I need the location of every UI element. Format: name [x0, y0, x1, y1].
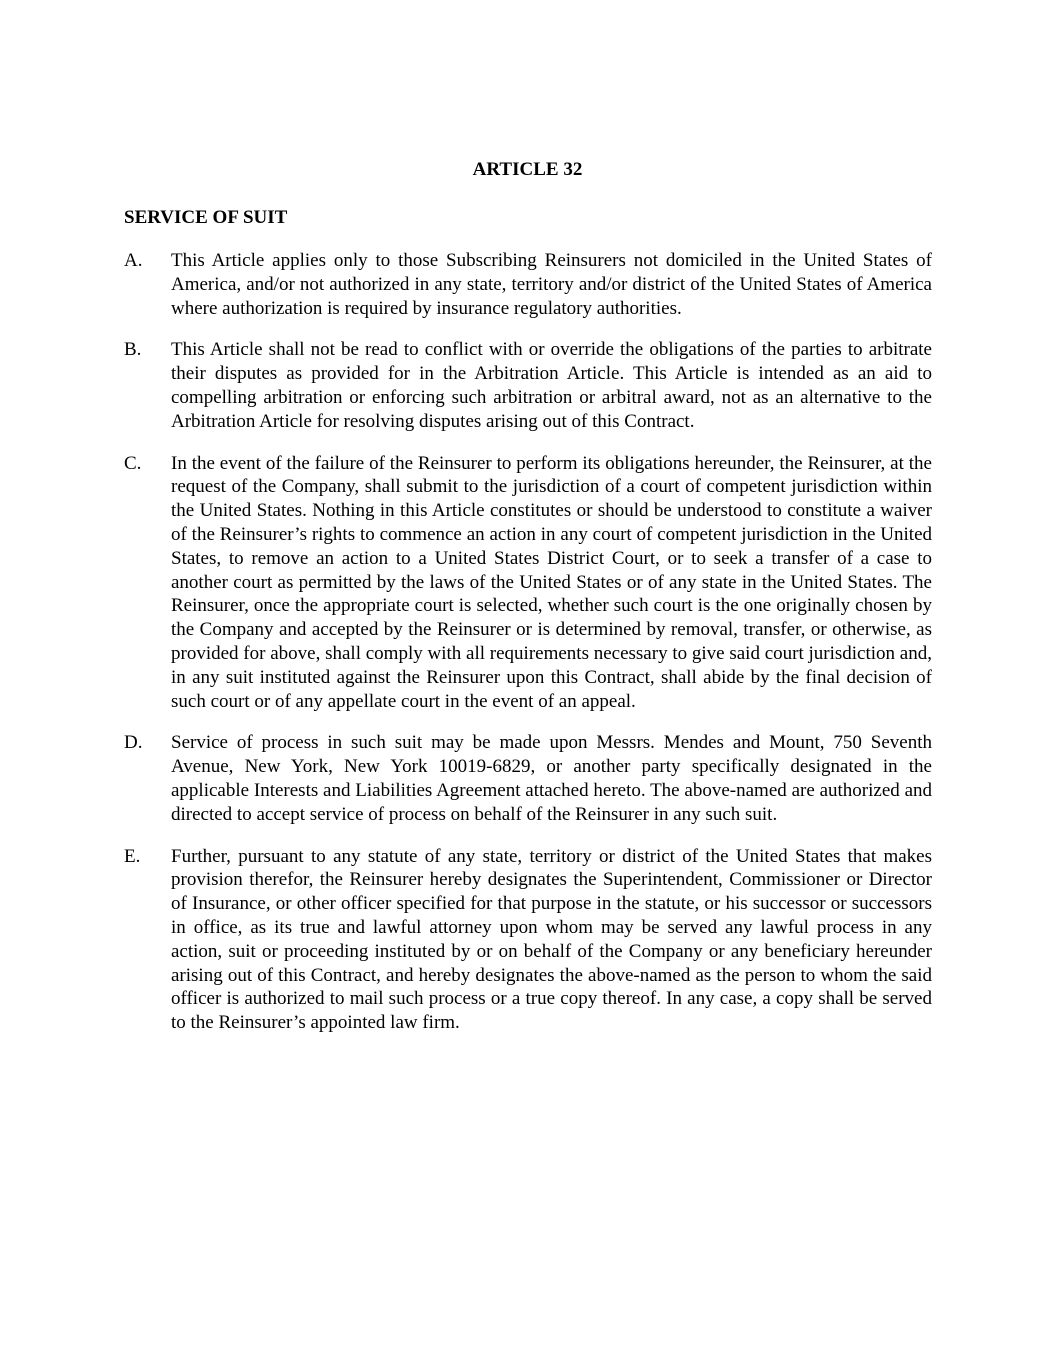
- article-title: ARTICLE 32: [472, 159, 583, 180]
- clause-c: [124, 452, 932, 714]
- clause-text: Service of process in such suit may be made upon Messrs. Mendes and Mount, 750 Seventh Avenue, New York, New York 10019-6829, or another party specifically designated in the applicable Interests and Liabilities Agreement attached hereto. The above-named are authorized and directed to accept service of process on behalf of the Reinsurer in any such suit.: [171, 732, 932, 825]
- clause-text: In the event of the failure of the Reinsurer to perform its obligations hereunder, the Reinsurer, at the request of the Company, shall submit to the jurisdiction of a court of competent jurisdiction within the United States. Nothing in this Article constitutes or should be understood to constitute a waiver of the Reinsurer’s rights to commence an action in any court of competent jurisdiction in the United States, to remove an action to a United States District Court, or to seek a transfer of a case to another court as permitted by the laws of the United States or of any state in the United States. The Reinsurer, once the appropriate court is selected, whether such court is the one originally chosen by the Company and accepted by the Reinsurer or is determined by removal, transfer, or otherwise, as provided for above, shall comply with all requirements necessary to give said court jurisdiction and, in any suit instituted against the Reinsurer upon this Contract, shall abide by the final decision of such court or of any appellate court in the event of an appeal.: [171, 452, 932, 712]
- clause-letter: B.: [124, 339, 142, 361]
- clause-d: [124, 731, 932, 826]
- clause-text: Further, pursuant to any statute of any state, territory or district of the United States that makes provision therefor, the Reinsurer hereby designates the Superintendent, Commissioner or Director of Insurance, or other officer specified for that purpose in the statute, or his successor or successors in office, as its true and lawful attorney upon whom may be served any lawful process in any action, suit or proceeding instituted by or on behalf of the Company or any beneficiary hereunder arising out of this Contract, and hereby designates the above-named as the person to whom the said officer is authorized to mail such process or a true copy thereof. In any case, a copy shall be served to the Reinsurer’s appointed law firm.: [171, 845, 932, 1034]
- clause-letter: C.: [124, 452, 142, 474]
- section-heading: SERVICE OF SUIT: [124, 207, 288, 228]
- clause-letter: A.: [124, 250, 143, 271]
- clause-list: [124, 249, 932, 1053]
- clause-letter: D.: [124, 732, 143, 754]
- clause-letter: E.: [124, 845, 141, 867]
- clause-b: [124, 338, 932, 433]
- clause-text: This Article shall not be read to conflict with or override the obligations of the parties to arbitrate their disputes as provided for in the Arbitration Article. This Article is intended as an aid to compelling arbitration or enforcing such arbitration or arbitral award, not as an alternative to the Arbitration Article for resolving disputes arising out of this Contract.: [171, 339, 932, 432]
- clause-e: [124, 845, 932, 1035]
- clause-text: This Article applies only to those Subscribing Reinsurers not domiciled in the United States of America, and/or not authorized in any state, territory and/or district of the United States of America where authorization is required by insurance regulatory authorities.: [171, 250, 932, 319]
- clause-a: [124, 249, 932, 320]
